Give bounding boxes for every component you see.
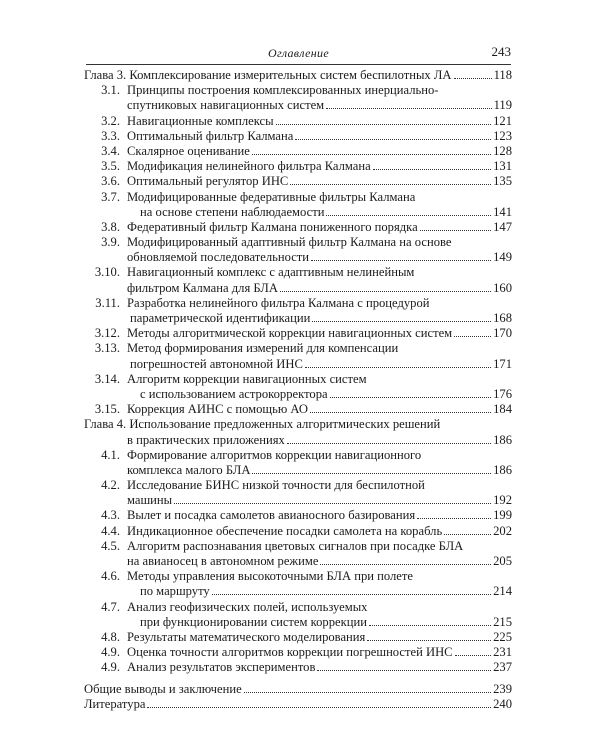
dot-leader [367,631,491,641]
toc-entry-title: Алгоритм распознавания цветовых сигналов при посадке БЛА [127,538,464,553]
toc-entry-title: Модификация нелинейного фильтра Калмана [127,159,371,174]
toc-section-4-2-cont[interactable] [84,493,512,508]
toc-entry-title: обновляемой последовательности [127,250,310,265]
toc-literature[interactable] [84,697,512,712]
toc-section-number: 3.2. [101,113,120,128]
toc-entry-title: комплекса малого БЛА [127,462,251,477]
toc-section-number: 3.8. [101,219,120,234]
toc-page-number: 186 [493,462,512,477]
dot-leader [252,464,491,474]
toc-section-4-5[interactable] [84,539,512,554]
toc-page-number: 231 [493,645,512,660]
toc-entry-title: Алгоритм коррекции навигационных систем [127,371,367,386]
toc-section-number: 4.2. [101,478,120,493]
toc-page-number: 240 [493,696,512,711]
toc-conclusions[interactable] [84,682,512,697]
toc-entry-title: Разработка нелинейного фильтра Калмана с процедурой [127,295,430,310]
toc-section-number: 4.4. [101,523,120,538]
dot-leader [252,145,491,155]
dot-leader [287,434,491,444]
toc-section-number: 3.6. [101,174,120,189]
toc-entry-title: Принципы построения комплексированных инерциально- [127,83,439,98]
toc-entry-title: Модифицированный адаптивный фильтр Калмана на основе [127,235,452,250]
dot-leader [444,525,491,535]
toc-section-3-5[interactable] [84,159,512,174]
running-header [86,44,511,65]
dot-leader [369,616,491,626]
toc-entry-title: Анализ геофизических полей, используемых [127,599,368,614]
toc-section-4-1-cont[interactable] [84,463,512,478]
toc-page-number: 123 [493,128,512,143]
toc-entry-title: Оптимальный регулятор ИНС [127,174,289,189]
toc-page-number: 186 [493,432,512,447]
toc-entry-title: Индикационное обеспечение посадки самолета на корабль [127,523,443,538]
toc-entry-title: машины [127,493,173,508]
toc-section-4-9-accuracy[interactable] [84,645,512,660]
toc-section-3-9-cont[interactable] [84,250,512,265]
dot-leader [310,403,491,413]
toc-entry-title: Методы алгоритмической коррекции навигационных систем [127,326,453,341]
toc-section-number: 4.1. [101,447,120,462]
toc-section-4-7-cont[interactable] [84,615,512,630]
toc-page-number: 225 [493,629,512,644]
toc-entry-title: Оценка точности алгоритмов коррекции погрешностей ИНС [127,645,453,660]
toc-section-number: 4.5. [101,538,120,553]
dot-leader [454,69,492,79]
toc-section-3-4[interactable] [84,144,512,159]
dot-leader [290,175,491,185]
dot-leader [305,358,491,368]
toc-section-number: 3.9. [101,235,120,250]
toc-section-3-7-cont[interactable] [84,205,512,220]
toc-page-number: 205 [493,554,512,568]
toc-entry-title: по маршруту [140,584,210,599]
toc-section-3-12[interactable] [84,326,512,341]
toc-section-3-6[interactable] [84,174,512,189]
toc-entry-title: Глава 3. Комплексирование измерительных систем беспилотных ЛА [84,68,452,82]
toc-chapter-4[interactable] [84,417,512,432]
dot-leader [454,327,491,337]
toc-page-number: 237 [493,660,512,675]
toc-entry-title: Анализ результатов экспериментов [127,660,316,675]
toc-section-4-5-cont[interactable] [84,554,512,569]
toc-page-number: 176 [493,386,512,401]
toc-entry-title: при функционировании систем коррекции [140,614,367,629]
dot-leader [212,585,491,595]
toc-entry-title: Глава 4. Использование предложенных алгоритмических решений [84,417,441,432]
toc-page-number: 168 [493,311,512,325]
toc-page-number: 147 [493,219,512,234]
toc-page-number: 215 [493,614,512,629]
toc-section-4-1[interactable] [84,448,512,463]
toc-entry-title: на основе степени наблюдаемости [140,204,325,219]
dot-leader [317,661,491,671]
dot-leader [330,388,492,398]
toc-section-3-7[interactable] [84,190,512,205]
toc-section-3-15[interactable] [84,402,512,417]
toc-section-4-2[interactable] [84,478,512,493]
toc-page-number: 118 [493,68,512,82]
dot-leader [276,115,492,125]
toc-section-4-4[interactable] [84,524,512,539]
toc-section-number: 4.9. [101,660,120,675]
table-of-contents [84,68,512,712]
dot-leader [244,683,491,693]
toc-page-number: 239 [493,681,512,696]
toc-section-number: 4.9. [101,645,120,660]
toc-entry-title: Исследование БИНС низкой точности для беспилотной [127,478,425,493]
toc-section-number: 4.3. [101,508,120,523]
toc-section-4-7[interactable] [84,600,512,615]
toc-entry-title: погрешностей автономной ИНС [130,356,303,371]
toc-page-number: 184 [493,402,512,417]
toc-page-number: 141 [493,204,512,219]
toc-section-number: 4.7. [101,599,120,614]
toc-section-3-13[interactable] [84,341,512,356]
toc-page-number: 199 [493,508,512,523]
toc-entry-title: Результаты математического моделирования [127,629,366,644]
dot-leader [420,221,491,231]
toc-section-number: 3.7. [101,189,120,204]
toc-entry-title: Метод формирования измерений для компенсации [127,341,399,356]
toc-section-number: 3.5. [101,159,120,174]
toc-section-4-6-cont[interactable] [84,584,512,599]
toc-entry-title: параметрической идентификации [130,311,311,325]
toc-page-number: 119 [493,98,512,113]
dot-leader [455,646,492,656]
toc-page-number: 171 [493,356,512,371]
toc-entry-title: Формирование алгоритмов коррекции навигационного [127,447,422,462]
dot-leader [417,509,491,519]
toc-section-3-14-cont[interactable] [84,387,512,402]
toc-page-number: 214 [493,584,512,599]
toc-entry-title: Федеративный фильтр Калмана пониженного порядка [127,219,418,234]
toc-entry-title: Модифицированные федеративные фильтры Калмана [127,189,416,204]
toc-section-3-8[interactable] [84,220,512,235]
toc-section-number: 3.11. [95,295,120,310]
toc-entry-title: Навигационные комплексы [127,113,274,128]
toc-page-number: 131 [493,159,512,174]
toc-page-number: 121 [493,113,512,128]
toc-section-number: 3.10. [94,265,120,280]
toc-section-number: 3.15. [94,402,120,417]
toc-entry-title: Оптимальный фильтр Калмана [127,128,294,143]
toc-section-3-10-cont[interactable] [84,281,512,296]
toc-entry-title: Вылет и посадка самолетов авианосного базирования [127,508,416,523]
toc-entry-title: спутниковых навигационных систем [127,98,325,113]
toc-section-3-10[interactable] [84,265,512,280]
toc-section-3-2[interactable] [84,114,512,129]
dot-leader [280,282,491,292]
toc-entry-title: Методы управления высокоточными БЛА при полете [127,569,413,584]
dot-leader [174,494,491,504]
dot-leader [311,251,491,261]
toc-page-number: 202 [493,523,512,538]
toc-page-number: 149 [493,250,512,265]
toc-section-number: 4.6. [101,569,120,584]
toc-section-number: 3.13. [94,341,120,356]
toc-entry-title: Коррекция АИНС с помощью АО [127,402,308,417]
toc-page-number: 135 [493,174,512,189]
toc-section-number: 4.8. [101,629,120,644]
dot-leader [326,99,491,109]
toc-entry-title: Скалярное оценивание [127,143,250,158]
toc-section-4-9-experiments[interactable] [84,660,512,675]
toc-page-number: 160 [493,280,512,295]
toc-chapter-4-cont[interactable] [84,433,512,448]
toc-section-3-3[interactable] [84,129,512,144]
toc-entry-title: на авианосец в автономном режиме [127,554,319,568]
toc-entry-title: с использованием астрокорректора [140,386,328,401]
toc-page-number: 170 [493,326,512,341]
toc-entry-title: в практических приложениях [127,432,285,447]
toc-section-number: 3.3. [101,128,120,143]
toc-section-3-11-cont[interactable] [84,311,512,326]
toc-section-number: 3.4. [101,143,120,158]
toc-chapter-3[interactable] [84,68,512,83]
toc-section-3-1-cont[interactable] [84,98,512,113]
toc-section-4-6[interactable] [84,569,512,584]
dot-leader [312,312,491,322]
toc-entry-title: фильтром Калмана для БЛА [127,280,278,295]
toc-section-3-1[interactable] [84,83,512,98]
toc-entry-title: Общие выводы и заключение [84,681,242,696]
dot-leader [320,555,491,565]
toc-page-number: 128 [493,143,512,158]
toc-section-number: 3.14. [94,371,120,386]
dot-leader [295,130,491,140]
toc-section-3-13-cont[interactable] [84,357,512,372]
toc-section-number: 3.12. [94,326,120,341]
page-number: 243 [491,44,511,59]
dot-leader [373,160,491,170]
toc-section-4-8[interactable] [84,630,512,645]
toc-section-4-3[interactable] [84,508,512,523]
toc-entry-title: Литература [84,696,146,711]
toc-section-3-9[interactable] [84,235,512,250]
dot-leader [147,698,491,708]
toc-section-number: 3.1. [101,83,120,98]
toc-section-3-11[interactable] [84,296,512,311]
toc-entry-title: Навигационный комплекс с адаптивным нелинейным [127,265,415,280]
running-header-title: Оглавление [268,46,329,60]
dot-leader [326,206,491,216]
toc-page-number: 192 [493,493,512,508]
toc-section-3-14[interactable] [84,372,512,387]
